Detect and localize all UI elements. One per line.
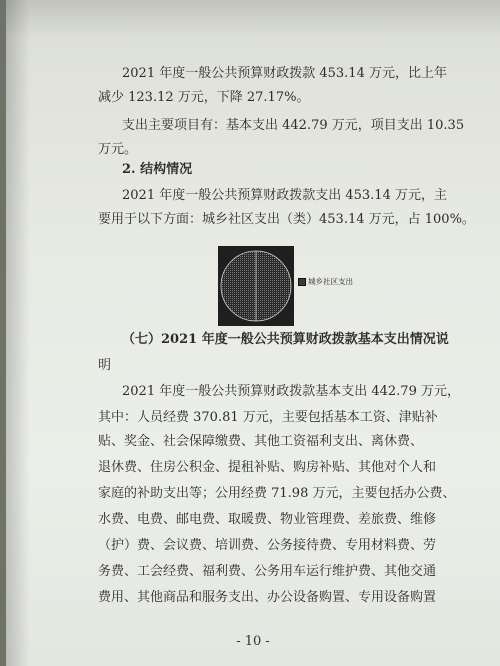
paragraph-line: 2021 年度一般公共预算财政拨款支出 453.14 万元，主 xyxy=(122,188,447,203)
paragraph-line: 水费、电费、邮电费、取暖费、物业管理费、差旅费、维修 xyxy=(98,512,437,527)
page-shadow xyxy=(6,0,30,666)
pie-slices xyxy=(221,251,291,321)
paragraph-line: 家庭的补助支出等；公用经费 71.98 万元，主要包括办公费、 xyxy=(98,486,456,501)
paragraph-line: （护）费、会议费、培训费、公务接待费、专用材料费、劳 xyxy=(98,538,437,553)
paragraph-line: 其中：人员经费 370.81 万元，主要包括基本工资、津贴补 xyxy=(98,410,438,425)
paragraph-line: 2021 年度一般公共预算财政拨款 453.14 万元，比上年 xyxy=(122,66,447,81)
chart-legend xyxy=(298,276,353,287)
paragraph-line: 减少 123.12 万元，下降 27.17%。 xyxy=(98,90,310,105)
paragraph-line: 万元。 xyxy=(98,142,138,157)
legend-swatch xyxy=(298,278,306,286)
legend-label: 城乡社区支出 xyxy=(308,277,353,286)
page-shadow-top xyxy=(6,0,500,40)
section-heading: 2. 结构情况 xyxy=(122,162,193,177)
paragraph-line: 贴、奖金、社会保障缴费、其他工资福利支出、离休费、 xyxy=(98,434,424,449)
paragraph-line: 务费、工会经费、福利费、公务用车运行维护费、其他交通 xyxy=(98,564,437,579)
document-page xyxy=(6,0,500,666)
section-heading: （七）2021 年度一般公共预算财政拨款基本支出情况说 xyxy=(122,332,449,347)
paragraph-line: 2021 年度一般公共预算财政拨款基本支出 442.79 万元， xyxy=(122,384,460,399)
paragraph-line: 支出主要项目有：基本支出 442.79 万元，项目支出 10.35 xyxy=(122,118,465,133)
paragraph-line: 费用、其他商品和服务支出、办公设备购置、专用设备购置 xyxy=(98,590,437,605)
pie-chart-svg xyxy=(218,246,294,326)
paragraph-line: 退休费、住房公积金、提租补贴、购房补贴、其他对个人和 xyxy=(98,460,437,475)
paragraph-line: 明 xyxy=(98,358,112,373)
paragraph-line: 要用于以下方面：城乡社区支出（类）453.14 万元，占 100%。 xyxy=(98,212,475,227)
pie-chart xyxy=(218,246,294,330)
page-number: - 10 - xyxy=(236,634,270,649)
